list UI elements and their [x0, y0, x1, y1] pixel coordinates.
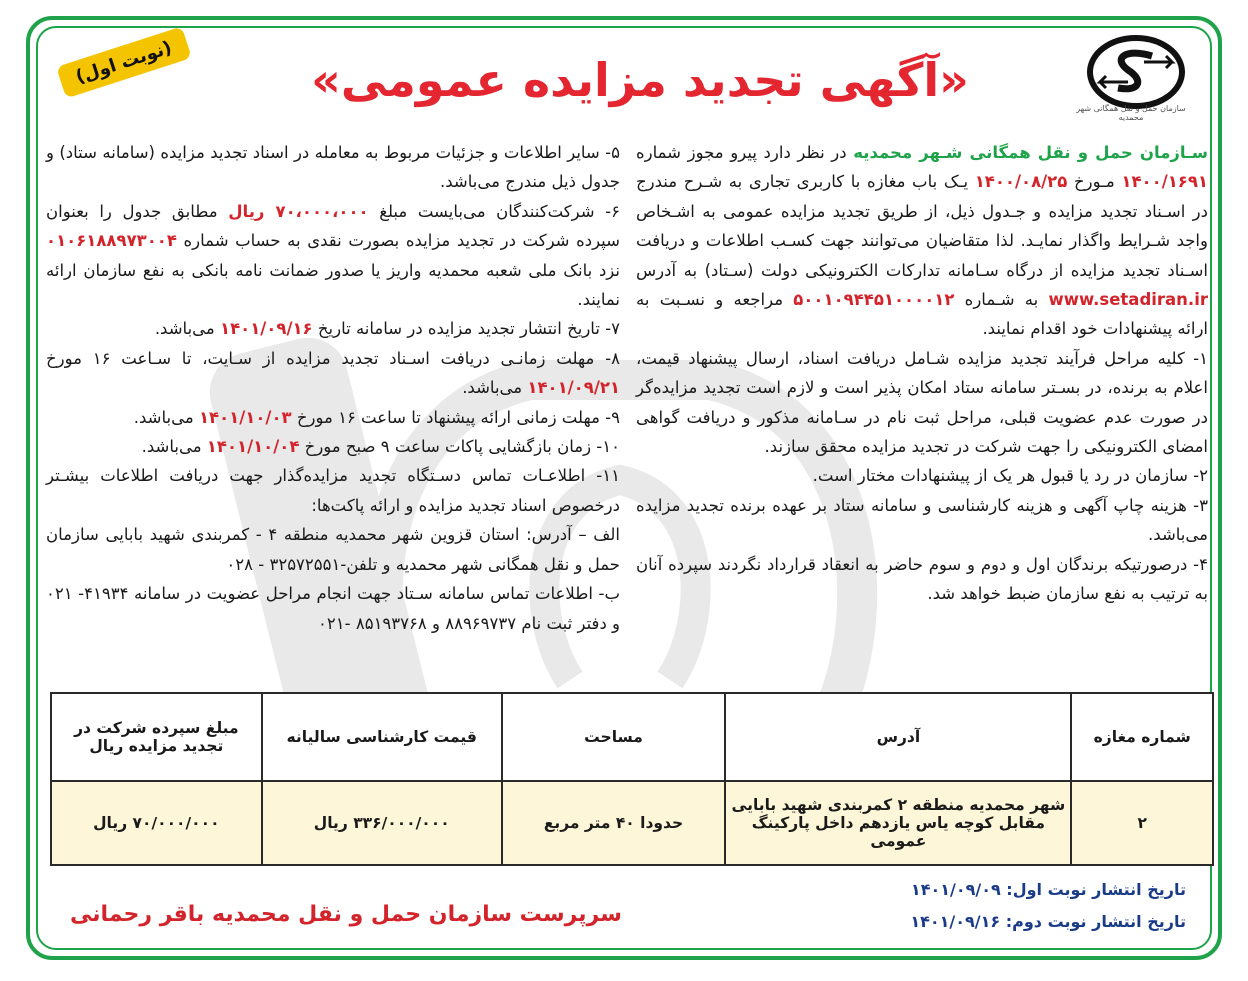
- tender-number: ۵۰۰۱۰۹۴۴۵۱۰۰۰۰۱۲: [793, 290, 955, 310]
- condition-item-1: ۱- کلیه مراحل فرآیند تجدید مزایده شـامل دریافت اسناد، ارسال پیشنهاد قیمت، اعلام به برنده، در بسـتر سامانه ستاد امکان پذیر است و لازم است تجدید مزایده‌گر در صورت عدم عضویت قبلی، مراحل ثبت نام در سـامانه مذکور و دریافت گواهی امضای الکترونیکی را جهت شرکت در تجدید مزایده محقق سازند.: [636, 348, 1208, 457]
- website-link[interactable]: www.setadiran.ir: [1048, 290, 1208, 310]
- page-title: «آگهی تجدید مزایده عمومی»: [311, 53, 969, 107]
- table-header-row: [51, 693, 1213, 781]
- contact-address: الف – آدرس: استان قزوین شهر محمدیه منطقه ۴ - کمربندی شهید بابایی سازمان حمل و نقل همگانی شهر محمدیه و تلفن-۳۲۵۷۲۵۵۱ - ۰۲۸: [46, 525, 620, 574]
- condition-item-5: ۵- سایر اطلاعات و جزئیات مربوط به معامله در اسناد تجدید مزایده (سامانه ستاد) و جدول ذیل مندرج می‌باشد.: [46, 143, 620, 192]
- header-shop-no: شماره مغازه: [1071, 693, 1213, 781]
- condition-item-8: ۸- مهلت زمانـی دریافت اسـناد تجدید مزایده از سـایت، تا سـاعت ۱۶ مورخ ۱۴۰۱/۰۹/۲۱ می‌باشد.: [46, 348, 620, 398]
- condition-item-9: ۹- مهلت زمانی ارائه پیشنهاد تا ساعت ۱۶ مورخ ۱۴۰۱/۱۰/۰۳ می‌باشد.: [133, 407, 620, 427]
- organization-name: سـازمان حمل و نقل همگانی شـهر محمدیه: [853, 143, 1208, 162]
- shops-table: [50, 692, 1214, 866]
- cell-price: ۳۳۶/۰۰۰/۰۰۰ ریال: [262, 781, 502, 865]
- deposit-amount: ۷۰،۰۰۰،۰۰۰ ریال: [228, 201, 369, 221]
- publication-dates: [910, 874, 1186, 938]
- cell-shop-no: ۲: [1071, 781, 1213, 865]
- publication-date-first: تاریخ انتشار نوبت اول: ۱۴۰۱/۰۹/۰۹: [910, 880, 1186, 899]
- cell-address: شهر محمدیه منطقه ۲ کمربندی شهید بابایی مقابل کوچه یاس یازدهم داخل پارکینگ عمومی: [725, 781, 1071, 865]
- condition-item-11: ۱۱- اطلاعـات تماس دسـتگاه تجدید مزایده‌گذار جهت دریافت اطلاعات بیشـتر درخصوص اسناد تجدید مزایده و ارائه پاکت‌ها:: [46, 466, 620, 515]
- permit-number: ۱۴۰۰/۱۶۹۱: [1121, 172, 1208, 192]
- table-row: [51, 781, 1213, 865]
- condition-item-10: ۱۰- زمان بازگشایی پاکات ساعت ۹ صبح مورخ ۱۴۰۱/۱۰/۰۴ می‌باشد.: [141, 437, 620, 457]
- right-column: [636, 138, 1208, 609]
- account-number: ۰۱۰۶۱۸۸۹۷۳۰۰۴: [46, 231, 177, 251]
- signature-line: سرپرست سازمان حمل و نقل محمدیه باقر رحمانی: [70, 902, 622, 927]
- header-price: قیمت کارشناسی سالیانه: [262, 693, 502, 781]
- organization-logo-icon: [1086, 34, 1186, 110]
- condition-item-4: ۴- درصورتیکه برندگان اول و دوم و سوم حاضر به انعقاد قرارداد نگردند سپرده آنان به ترتیب به نفع سازمان ضبط خواهد شد.: [636, 554, 1208, 604]
- edition-badge: (نوبت اول): [56, 26, 191, 98]
- permit-date: ۱۴۰۰/۰۸/۲۵: [974, 172, 1068, 192]
- cell-deposit: ۷۰/۰۰۰/۰۰۰ ریال: [51, 781, 262, 865]
- logo-caption: سازمان حمل و نقل همگانی شهر محمدیه: [1076, 104, 1186, 122]
- condition-item-7: ۷- تاریخ انتشار تجدید مزایده در سامانه تاریخ ۱۴۰۱/۰۹/۱۶ می‌باشد.: [154, 319, 620, 339]
- header-address: آدرس: [725, 693, 1071, 781]
- publication-date-second: تاریخ انتشار نوبت دوم: ۱۴۰۱/۰۹/۱۶: [910, 912, 1186, 931]
- cell-area: حدودا ۴۰ متر مربع: [502, 781, 726, 865]
- header-deposit: مبلغ سپرده شرکت در تجدید مزایده ریال: [51, 693, 262, 781]
- condition-item-2: ۲- سازمان در رد یا قبول هر یک از پیشنهادات مختار است.: [812, 466, 1208, 486]
- left-column: [46, 138, 620, 638]
- header-area: مساحت: [502, 693, 726, 781]
- intro-paragraph: سـازمان حمل و نقل همگانی شـهر محمدیه در نظر دارد پیرو مجوز شماره ۱۴۰۰/۱۶۹۱ مـورخ ۱۴۰۰/۰۸/۲۵ یـک باب مغازه با کاربری تجاری به شـرح مندرج در اسـناد تجدید مزایده و جـدول ذیل، از طریق تجدید مزایده عمومی به اشـخاص واجد شـرایط واگذار نمایـد. لذا متقاضیان می‌توانند جهت کسـب اطلاعات و دریافت اسـناد تجدید مزایده از درگاه سـامانه تدارکات الکترونیکی دولت (سـتاد) به آدرس www.setadiran.ir به شـماره ۵۰۰۱۰۹۴۴۵۱۰۰۰۰۱۲ مراجعه و نسـبت به ارائه پیشنهادات خود اقدام نمایند.: [636, 143, 1208, 339]
- condition-item-3: ۳- هزینه چاپ آگهی و هزینه کارشناسی و سامانه ستاد بر عهده برنده تجدید مزایده می‌باشد.: [636, 495, 1208, 545]
- condition-item-6: ۶- شرکت‌کنندگان می‌بایست مبلغ ۷۰،۰۰۰،۰۰۰ ریال مطابق جدول را بعنوان سپرده شرکت در تجدید مزایده بصورت نقدی به حساب شماره ۰۱۰۶۱۸۸۹۷۳۰۰۴ نزد بانک ملی شعبه محمدیه واریز یا صدور ضمانت نامه بانکی به نفع سازمان ارائه نمایند.: [46, 201, 621, 310]
- contact-setad: ب- اطلاعات تماس سامانه سـتاد جهت انجام مراحل عضویت در سامانه ۴۱۹۳۴- ۰۲۱ و دفتر ثبت نام ۸۸۹۶۹۷۳۷ و ۸۵۱۹۳۷۶۸ -۰۲۱: [46, 584, 620, 633]
